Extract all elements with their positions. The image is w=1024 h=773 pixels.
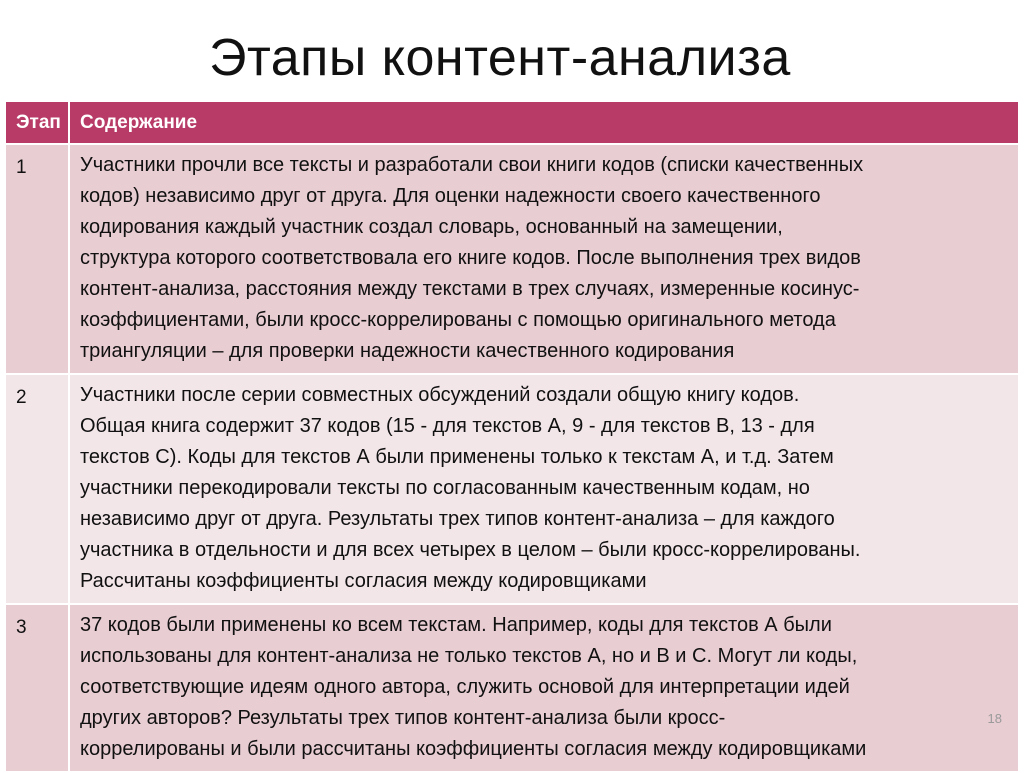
stage-content (69, 604, 1019, 772)
content-line: структура которого соответствовала его книге кодов. После выполнения трех видов (80, 247, 861, 269)
stage-number: 2 (5, 374, 69, 604)
content-line: текстов С). Коды для текстов А были применены только к текстам А, и т.д. Затем (80, 446, 834, 468)
table-row (5, 374, 1019, 604)
stage-number: 3 (5, 604, 69, 772)
content-line: участники перекодировали тексты по согласованным качественным кодам, но (80, 477, 810, 499)
content-line: контент-анализа, расстояния между текстами в трех случаях, измеренные косинус- (80, 278, 860, 300)
content-line: триангуляции – для проверки надежности качественного кодирования (80, 340, 735, 362)
header-stage: Этап (5, 101, 69, 144)
slide-title: Этапы контент-анализа (209, 29, 791, 87)
header-content: Содержание (69, 101, 1019, 144)
table-row (5, 144, 1019, 374)
content-line: кодирования каждый участник создал словарь, основанный на замещении, (80, 216, 783, 238)
page-number: 18 (987, 711, 1002, 726)
table-row (5, 604, 1019, 772)
content-line: коэффициентами, были кросс-коррелированы с помощью оригинального метода (80, 309, 836, 331)
content-line: кодов) независимо друг от друга. Для оценки надежности своего качественного (80, 185, 821, 207)
table-header-row (5, 101, 1019, 144)
content-line: Общая книга содержит 37 кодов (15 - для текстов А, 9 - для текстов В, 13 - для (80, 415, 815, 437)
content-line: участника в отдельности и для всех четырех в целом – были кросс-коррелированы. (80, 539, 861, 561)
stage-content (69, 144, 1019, 374)
content-line: Рассчитаны коэффициенты согласия между кодировщиками (80, 570, 647, 592)
stage-content (69, 374, 1019, 604)
content-line: коррелированы и были рассчитаны коэффициенты согласия между кодировщиками (80, 738, 867, 760)
content-line: использованы для контент-анализа не только текстов А, но и В и С. Могут ли коды, (80, 645, 858, 667)
content-line: Участники после серии совместных обсуждений создали общую книгу кодов. (80, 384, 800, 406)
stage-number: 1 (5, 144, 69, 374)
content-line: Участники прочли все тексты и разработали свои книги кодов (списки качественных (80, 154, 864, 176)
content-line: 37 кодов были применены ко всем текстам. Например, коды для текстов А были (80, 614, 832, 636)
stages-table (4, 100, 1020, 773)
content-line: соответствующие идеям одного автора, служить основой для интерпретации идей (80, 676, 850, 698)
content-line: других авторов? Результаты трех типов контент-анализа были кросс- (80, 707, 726, 729)
content-line: независимо друг от друга. Результаты трех типов контент-анализа – для каждого (80, 508, 835, 530)
